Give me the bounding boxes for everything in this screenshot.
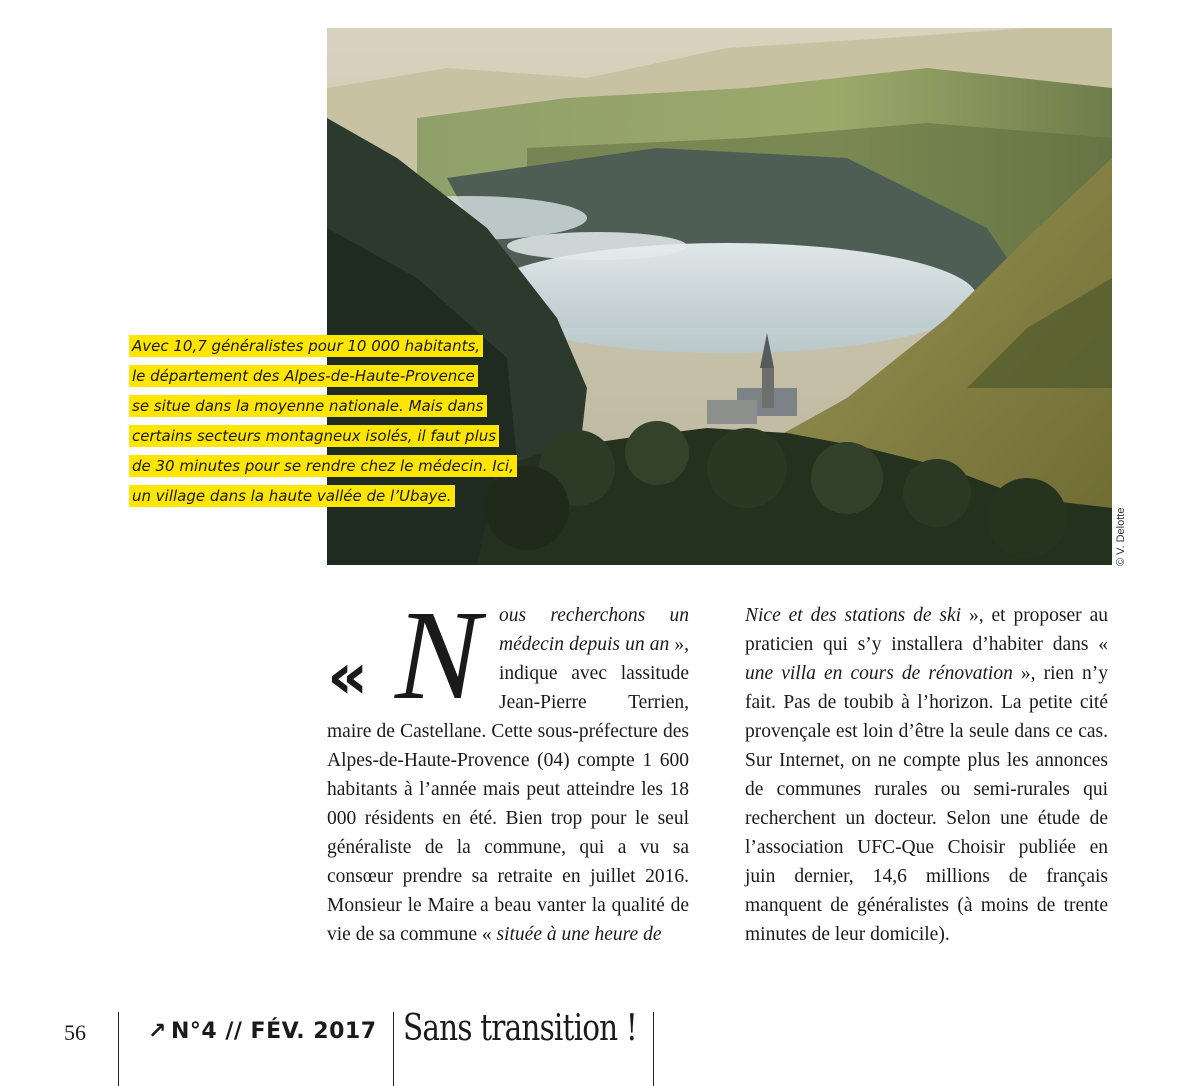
caption-line: certains secteurs montagneux isolés, il faut plus <box>129 425 499 447</box>
drop-cap-block <box>327 584 495 726</box>
body-text: », indique avec lassitude Jean-Pierre Terrien, maire de Castellane. Cette sous-préfecture des Alpes-de-Haute-Provence (04) compte 1 600 habitants à l’année mais peut atteindre les 18 000 résidents en été. Bien trop pour le seul généraliste de la commune, qui a vu sa consœur prendre sa retraite en juillet 2016. Monsieur le Maire a beau vanter la qualité de vie de sa commune « <box>327 634 689 945</box>
footer-divider <box>393 1012 394 1086</box>
caption-line: un village dans la haute vallée de l’Ubaye. <box>129 485 455 507</box>
photo-caption <box>129 331 529 511</box>
drop-cap: N <box>395 584 481 726</box>
caption-line: le département des Alpes-de-Haute-Provence <box>129 365 478 387</box>
body-text: », rien n’y fait. Pas de toubib à l’horizon. La petite cité provençale est loin d’être la seule dans ce cas. Sur Internet, on ne compte plus les annonces de communes rurales ou semi-rurales qui recherchent un docteur. Selon une étude de l’association UFC-Que Choisir publiée en juin dernier, 14,6 millions de français manquent de généralistes (à moins de trente minutes de leur domicile). <box>745 663 1108 945</box>
opening-quote-mark: « <box>327 640 357 714</box>
arrow-icon: ↗ <box>148 1019 167 1044</box>
footer-divider <box>118 1012 119 1086</box>
caption-line: de 30 minutes pour se rendre chez le médecin. Ici, <box>129 455 517 477</box>
quote-italic: ous recherchons un médecin depuis un an <box>499 605 689 655</box>
caption-line: se situe dans la moyenne nationale. Mais dans <box>129 395 487 417</box>
article-column-2 <box>745 601 1108 949</box>
photo-credit: © V. Delotte <box>1115 507 1127 566</box>
page-number: 56 <box>64 1020 86 1045</box>
body-text: », et proposer au praticien qui s’y installera d’habiter dans « <box>745 605 1108 655</box>
quote-italic: située à une heure de <box>496 924 662 945</box>
issue-text: N°4 // FÉV. 2017 <box>170 1019 377 1044</box>
magazine-brand: Sans transition ! <box>403 1008 637 1049</box>
article-paragraph <box>745 601 1108 949</box>
footer-divider <box>653 1012 654 1086</box>
quote-italic: Nice et des stations de ski <box>745 605 962 626</box>
article-column-1 <box>327 584 689 949</box>
issue-label <box>148 1019 377 1044</box>
quote-italic: une villa en cours de rénovation <box>745 663 1013 684</box>
caption-line: Avec 10,7 généralistes pour 10 000 habitants, <box>129 335 483 357</box>
